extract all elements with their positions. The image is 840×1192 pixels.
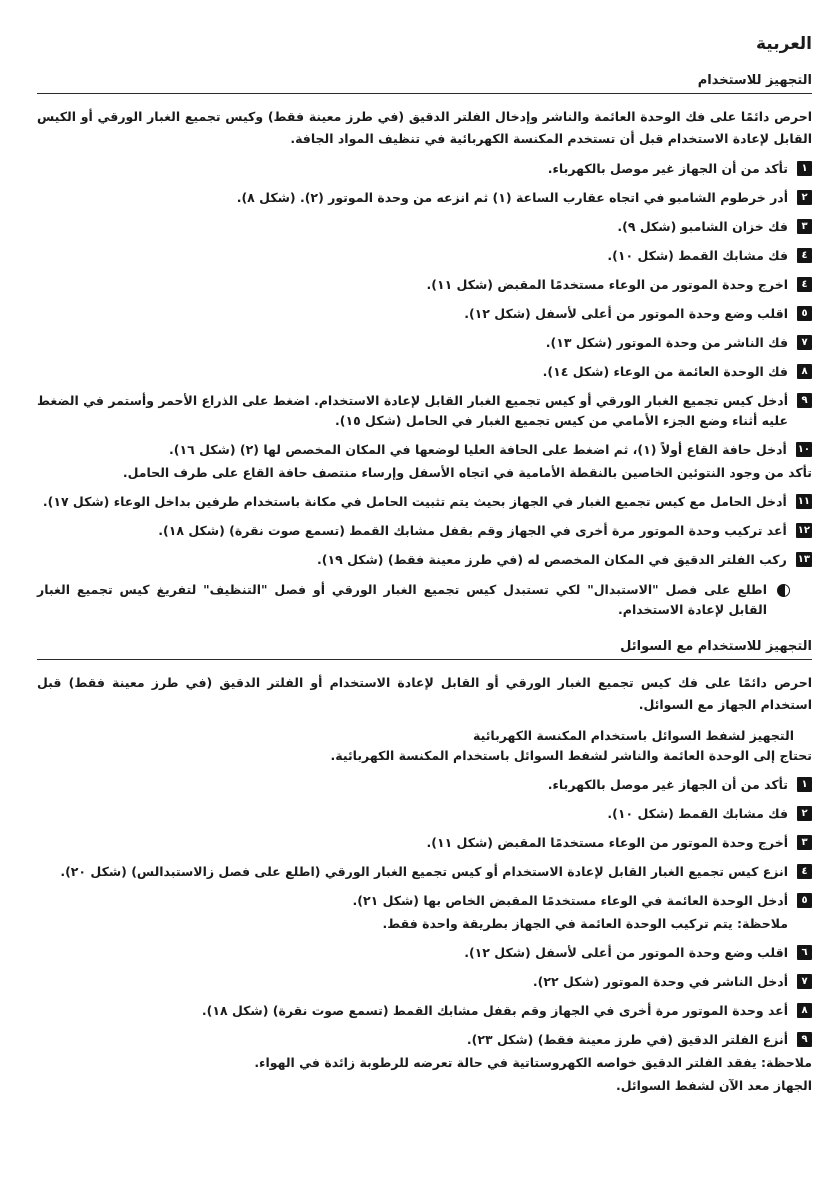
step-text: فك مشابك القمط (شكل ١٠). bbox=[607, 806, 788, 821]
step-row bbox=[37, 304, 812, 324]
step-row bbox=[37, 275, 812, 295]
step-number-badge: ٤ bbox=[797, 864, 812, 879]
step-number-badge: ١ bbox=[797, 161, 812, 176]
step-text: أدخل الوحدة العائمة في الوعاء مستخدمًا المقبض الخاص بها (شكل ٢١). bbox=[352, 893, 788, 908]
step-text: أدخل حافة القاع أولاً (١)، ثم اضغط على الحافة العليا لوضعها في المكان المخصص لها (٢) (شكل ١٦). bbox=[169, 442, 787, 457]
page-title: العربية bbox=[755, 34, 812, 54]
step-note: ملاحظة: يفقد الفلتر الدقيق خواصه الكهروستاتية في حالة تعرضه للرطوبة زائدة في الهواء. bbox=[254, 1055, 812, 1070]
step-text: تأكد من أن الجهاز غير موصل بالكهرباء. bbox=[547, 161, 788, 176]
step-number-badge: ٨ bbox=[797, 364, 812, 379]
step-row bbox=[37, 246, 812, 266]
step-row bbox=[37, 1030, 812, 1050]
step-number-badge: ١ bbox=[797, 777, 812, 792]
step-row bbox=[37, 1001, 812, 1021]
step-number-badge: ٥ bbox=[797, 893, 812, 908]
step-text: اقلب وضع وحدة الموتور من أعلى لأسفل (شكل ١٢). bbox=[464, 306, 788, 321]
step-number-badge: ٤ bbox=[797, 277, 812, 292]
step-text: أخرج وحدة الموتور من الوعاء مستخدمًا المقبض (شكل ١١). bbox=[426, 835, 788, 850]
step-text: اقلب وضع وحدة الموتور من أعلى لأسفل (شكل ١٢). bbox=[464, 945, 788, 960]
step-row bbox=[37, 188, 812, 208]
step-number-badge: ١٢ bbox=[797, 525, 810, 536]
step-number-badge: ٧ bbox=[797, 335, 812, 350]
step-row bbox=[37, 440, 812, 460]
step-row bbox=[37, 362, 812, 382]
step-note: ملاحظة: يتم تركيب الوحدة العائمة في الجهاز بطريقة واحدة فقط. bbox=[382, 916, 788, 931]
step-row bbox=[37, 217, 812, 237]
section-2-subintro: تحتاج إلى الوحدة العائمة والناشر لشفط السوائل باستخدام المكنسة الكهربائية. bbox=[330, 748, 812, 763]
step-number-badge: ٢ bbox=[797, 806, 812, 821]
tip-text: اطلع على فصل "الاستبدال" لكي تستبدل كيس تجميع الغبار الورقي أو فصل "التنظيف" لتفريغ كيس تجميع الغبار القابل لإعادة الاستخدام. bbox=[37, 582, 767, 617]
step-note: الجهاز معد الآن لشفط السوائل. bbox=[615, 1078, 812, 1093]
step-text: تأكد من أن الجهاز غير موصل بالكهرباء. bbox=[547, 777, 788, 792]
step-number-badge: ٨ bbox=[797, 1003, 812, 1018]
step-text: أعد وحدة الموتور مرة أخرى في الجهاز وقم بقفل مشابك القمط (تسمع صوت نقرة) (شكل ١٨). bbox=[201, 1003, 788, 1018]
step-number-badge: ٣ bbox=[797, 835, 812, 850]
step-text: اخرج وحدة الموتور من الوعاء مستخدمًا المقبض (شكل ١١). bbox=[426, 277, 788, 292]
step-number-badge: ٤ bbox=[797, 248, 812, 263]
step-number-badge: ٢ bbox=[797, 190, 812, 205]
step-note: تأكد من وجود النتوئين الخاصين بالنقطة الأمامية في اتجاه الأسفل وإرساء منتصف حافة القاع على طرف الحامل. bbox=[122, 465, 812, 480]
step-text: أدخل الحامل مع كيس تجميع الغبار في الجهاز بحيث يتم تثبيت الحامل في مكانة باستخدام طرفين بداخل الوعاء (شكل ١٧). bbox=[42, 494, 787, 509]
step-text: أدخل الناشر في وحدة الموتور (شكل ٢٢). bbox=[532, 974, 788, 989]
step-text: أعد تركيب وحدة الموتور مرة أخرى في الجهاز وقم بقفل مشابك القمط (تسمع صوت نقرة) (شكل ١٨). bbox=[158, 523, 787, 538]
step-row bbox=[37, 550, 812, 570]
step-number-badge: ١٠ bbox=[797, 444, 810, 455]
step-text: ركب الفلتر الدقيق في المكان المخصص له (في طرز معينة فقط) (شكل ١٩). bbox=[317, 552, 787, 567]
step-row bbox=[37, 833, 812, 853]
step-text: انزع كيس تجميع الغبار القابل لإعادة الاستخدام أو كيس تجميع الغبار الورقي (اطلع على فصل زالاستبدالس) (شكل ٢٠). bbox=[60, 864, 788, 879]
section-2-intro: احرص دائمًا على فك كيس تجميع الغبار الورقي أو القابل لإعادة الاستخدام أو الفلتر الدقيق (في طرز معينة فقط) قبل استخدام الجهاز مع السوائل. bbox=[37, 675, 812, 712]
step-row bbox=[37, 775, 812, 795]
section-2-header: التجهيز للاستخدام مع السوائل bbox=[37, 639, 812, 660]
section-1-steps bbox=[37, 159, 812, 570]
tip-row bbox=[37, 580, 790, 620]
step-text: أنزع الفلتر الدقيق (في طرز معينة فقط) (شكل ٢٣). bbox=[466, 1032, 788, 1047]
section-1-header: التجهيز للاستخدام bbox=[37, 73, 812, 94]
step-text: فك خزان الشامبو (شكل ٩). bbox=[617, 219, 788, 234]
step-number-badge: ٧ bbox=[797, 974, 812, 989]
step-number-badge: ٥ bbox=[797, 306, 812, 321]
section-2-steps bbox=[37, 775, 812, 1096]
section-1-intro: احرص دائمًا على فك الوحدة العائمة والناشر وإدخال الفلتر الدقيق (في طرز معينة فقط) وكيس تجميع الغبار الورقي أو الكيس القابل لإعادة الاستخدام قبل أن تستخدم المكنسة الكهربائية في تنظيف المواد الجافة. bbox=[37, 109, 812, 146]
step-text: أدخل كيس تجميع الغبار الورقي أو كيس تجميع الغبار القابل لإعادة الاستخدام. اضغط على الذراع الأحمر وأستمر في الضغط عليه أثناء وضع الجزء الأمامي من كيس تجميع الغبار في الحامل (شكل ١٥). bbox=[37, 393, 788, 428]
step-text: فك الوحدة العائمة من الوعاء (شكل ١٤). bbox=[542, 364, 788, 379]
step-number-badge: ٩ bbox=[797, 1032, 812, 1047]
step-row bbox=[37, 333, 812, 353]
step-row bbox=[37, 862, 812, 882]
step-row bbox=[37, 943, 812, 963]
step-number-badge: ١١ bbox=[797, 496, 810, 507]
step-row bbox=[37, 804, 812, 824]
step-row bbox=[37, 891, 812, 911]
step-row bbox=[37, 521, 812, 541]
step-row bbox=[37, 492, 812, 512]
step-text: أدر خرطوم الشامبو في اتجاه عقارب الساعة (١) ثم انزعه من وحدة الموتور (٢). (شكل ٨). bbox=[236, 190, 788, 205]
step-row bbox=[37, 972, 812, 992]
step-number-badge: ١٣ bbox=[797, 554, 810, 565]
section-2-subheader: التجهيز لشفط السوائل باستخدام المكنسة الكهربائية bbox=[473, 728, 794, 743]
step-number-badge: ٦ bbox=[797, 945, 812, 960]
step-row bbox=[37, 391, 812, 431]
step-row bbox=[37, 159, 812, 179]
step-text: فك الناشر من وحدة الموتور (شكل ١٣). bbox=[545, 335, 788, 350]
step-text: فك مشابك القمط (شكل ١٠). bbox=[607, 248, 788, 263]
step-number-badge: ٣ bbox=[797, 219, 812, 234]
tip-icon bbox=[777, 584, 790, 597]
step-number-badge: ٩ bbox=[797, 393, 812, 408]
